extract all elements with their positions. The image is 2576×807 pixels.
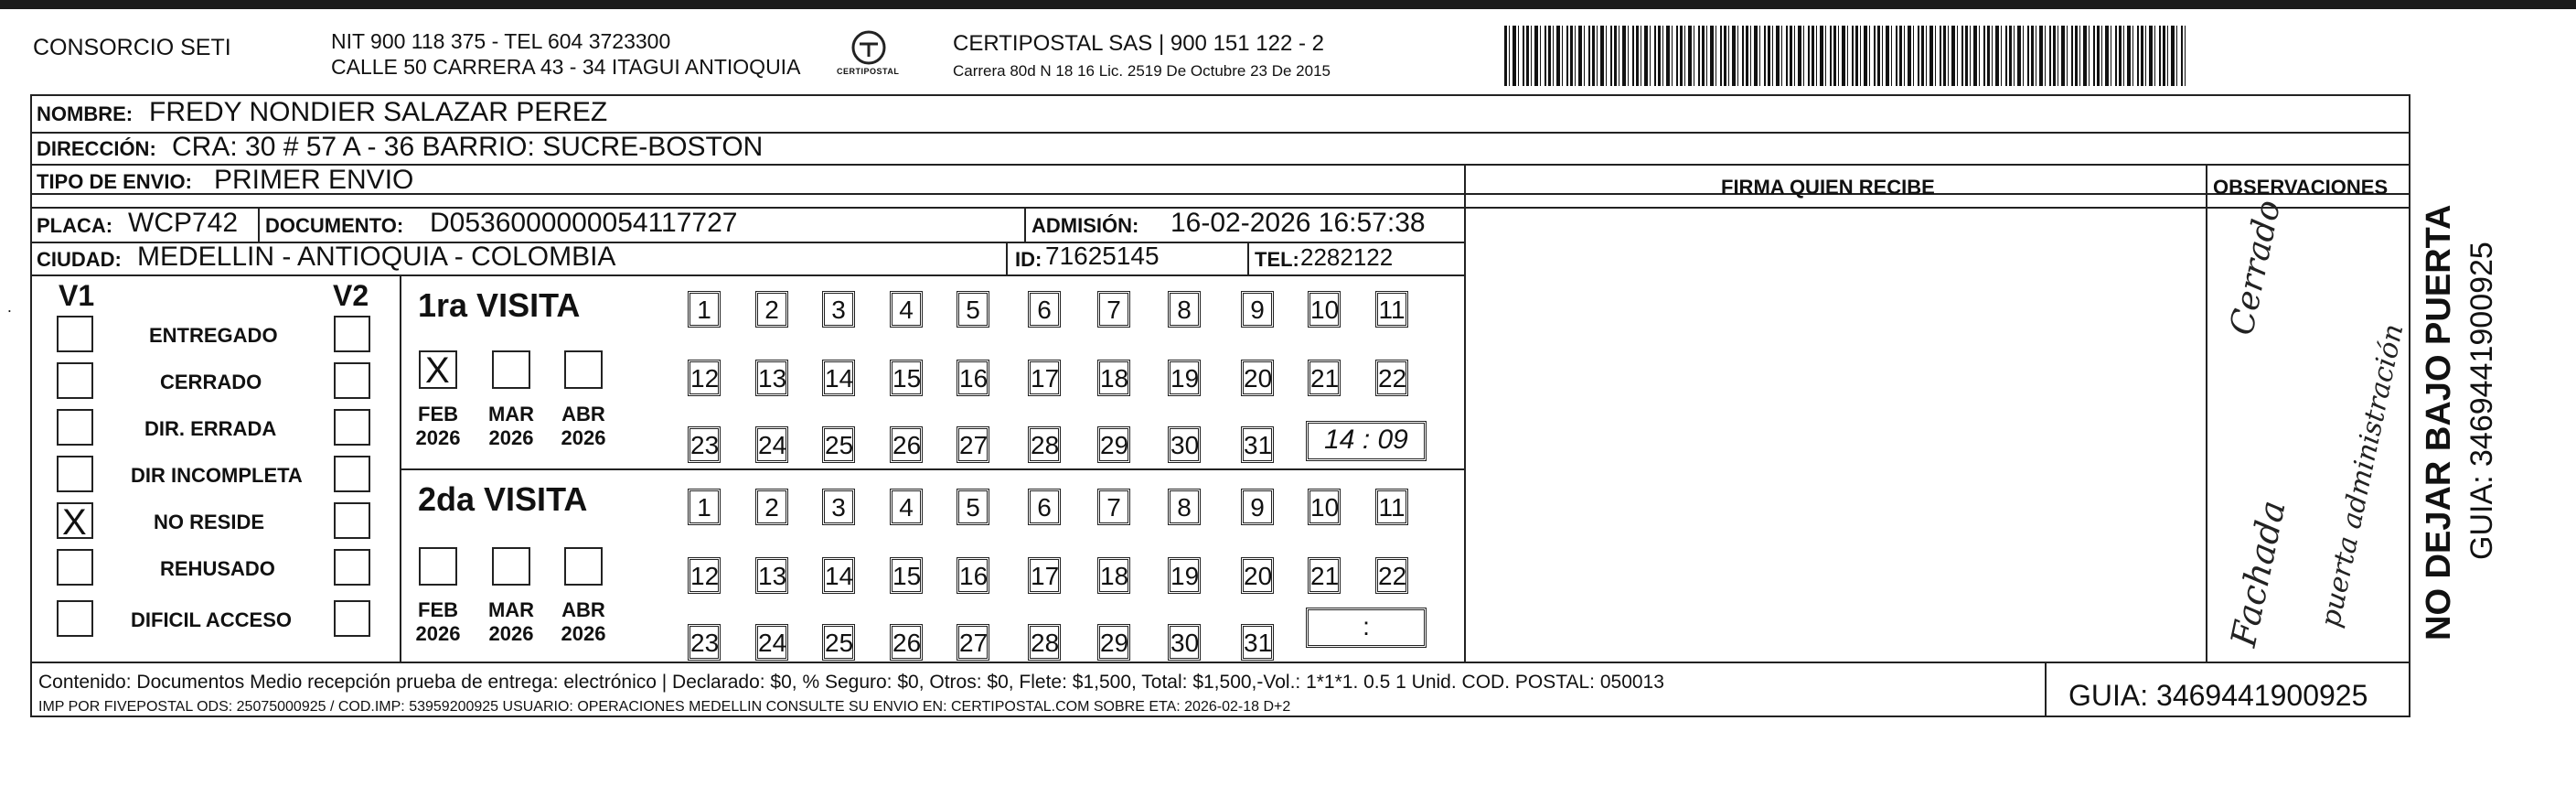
visit2-time: : [1363, 612, 1370, 640]
v1-checkbox-no-reside[interactable]: X [57, 502, 93, 539]
status-entregado: ENTREGADO [149, 324, 278, 347]
visit1-day-5[interactable]: 5 [957, 291, 989, 328]
status-dir-errada: DIR. ERRADA [144, 417, 277, 440]
visit1-day-21[interactable]: 21 [1308, 360, 1341, 396]
status-cerrado: CERRADO [160, 371, 262, 393]
visit1-day-6[interactable]: 6 [1028, 291, 1061, 328]
certipostal-license: Carrera 80d N 18 16 Lic. 2519 De Octubre 23 De 2015 [953, 62, 1331, 80]
visit1-day-31[interactable]: 31 [1241, 426, 1274, 463]
id-value: 71625145 [1045, 242, 1160, 270]
admision-label: ADMISIÓN: [1031, 214, 1139, 237]
logo-text: CERTIPOSTAL [837, 67, 900, 76]
visit1-day-19[interactable]: 19 [1168, 360, 1201, 396]
visit2-month-feb: FEB 2026 [415, 598, 461, 646]
visit1-month-abr: ABR 2026 [561, 403, 606, 450]
visit1-day-17[interactable]: 17 [1028, 360, 1061, 396]
visit2-day-16[interactable]: 16 [957, 557, 989, 594]
visit2-day-1[interactable]: 1 [688, 489, 721, 525]
visit1-day-28[interactable]: 28 [1028, 426, 1061, 463]
visit1-day-29[interactable]: 29 [1097, 426, 1130, 463]
observaciones-area[interactable] [2207, 194, 2409, 661]
admision-value: 16-02-2026 16:57:38 [1170, 208, 1426, 238]
address-line: CALLE 50 CARRERA 43 - 34 ITAGUI ANTIOQUIA [331, 55, 801, 79]
visit1-day-7[interactable]: 7 [1097, 291, 1130, 328]
direccion-label: DIRECCIÓN: [37, 137, 156, 160]
status-dir-incompleta: DIR INCOMPLETA [131, 464, 303, 487]
visit2-day-13[interactable]: 13 [755, 557, 788, 594]
footer-content-line: Contenido: Documentos Medio recepción prueba de entrega: electrónico | Declarado: $0, % Seguro: $0, Otros: $0, Flete: $1,500, Total: $1,500,-Vol.: 1*1*1. 0.5 1 Unid. COD. POSTAL: 050013 [38, 672, 1664, 693]
visit2-day-20[interactable]: 20 [1241, 557, 1274, 594]
visit2-day-8[interactable]: 8 [1168, 489, 1201, 525]
tipo-envio-value: PRIMER ENVIO [214, 165, 414, 195]
tel-value: 2282122 [1300, 243, 1394, 271]
visit1-month-feb: FEB 2026 [415, 403, 461, 450]
visit2-day-12[interactable]: 12 [688, 557, 721, 594]
placa-label: PLACA: [37, 214, 113, 237]
tipo-envio-label: TIPO DE ENVIO: [37, 170, 192, 193]
status-dificil-acceso: DIFICIL ACCESO [131, 608, 293, 631]
visit2-day-11[interactable]: 11 [1375, 489, 1408, 525]
visit1-time-box[interactable] [1306, 421, 1427, 461]
visit1-day-14[interactable]: 14 [822, 360, 855, 396]
nit-line: NIT 900 118 375 - TEL 604 3723300 [331, 29, 671, 53]
tel-label: TEL: [1255, 248, 1299, 271]
firma-area[interactable] [1467, 194, 2204, 661]
visit2-day-9[interactable]: 9 [1241, 489, 1274, 525]
v1-checkbox-entregado[interactable] [57, 316, 93, 352]
v1-label: V1 [59, 279, 95, 312]
visit1-day-25[interactable]: 25 [822, 426, 855, 463]
visit1-day-18[interactable]: 18 [1097, 360, 1130, 396]
v2-checkbox-dir-errada[interactable] [334, 409, 370, 446]
visit1-month-mar-checkbox[interactable] [492, 350, 530, 389]
visit2-day-29[interactable]: 29 [1097, 624, 1130, 661]
visit2-day-27[interactable]: 27 [957, 624, 989, 661]
status-no-reside: NO RESIDE [154, 511, 265, 533]
visit1-day-15[interactable]: 15 [890, 360, 923, 396]
visit2-day-10[interactable]: 10 [1308, 489, 1341, 525]
visit1-day-30[interactable]: 30 [1168, 426, 1201, 463]
v1-checkbox-dir-errada[interactable] [57, 409, 93, 446]
visit1-day-24[interactable]: 24 [755, 426, 788, 463]
visit1-time: 14 : 09 [1324, 425, 1408, 455]
visit2-title: 2da VISITA [418, 480, 588, 518]
visit2-day-17[interactable]: 17 [1028, 557, 1061, 594]
visit2-day-6[interactable]: 6 [1028, 489, 1061, 525]
visit2-month-feb-checkbox[interactable] [419, 547, 457, 586]
visit1-month-feb-checkbox[interactable]: X [419, 350, 457, 389]
visit1-day-11[interactable]: 11 [1375, 291, 1408, 328]
visit1-month-abr-checkbox[interactable] [564, 350, 603, 389]
v2-checkbox-cerrado[interactable] [334, 362, 370, 399]
v2-checkbox-rehusado[interactable] [334, 549, 370, 586]
footer-imp-line: IMP POR FIVEPOSTAL ODS: 25075000925 / COD.IMP: 53959200925 USUARIO: OPERACIONES MEDELLIN CONSULTE SU ENVIO EN: CERTIPOSTAL.COM SOBRE ETA: 2026-02-18 D+2 [38, 699, 1291, 715]
visit2-day-25[interactable]: 25 [822, 624, 855, 661]
footer-guia: GUIA: 3469441900925 [2068, 679, 2368, 712]
v2-label: V2 [333, 279, 369, 312]
nombre-value: FREDY NONDIER SALAZAR PEREZ [149, 97, 608, 127]
visit1-month-mar: MAR 2026 [487, 403, 535, 450]
visit1-day-23[interactable]: 23 [688, 426, 721, 463]
visit2-day-26[interactable]: 26 [890, 624, 923, 661]
v1-checkbox-rehusado[interactable] [57, 549, 93, 586]
visit2-day-2[interactable]: 2 [755, 489, 788, 525]
visit1-day-13[interactable]: 13 [755, 360, 788, 396]
obs-handwriting-2: Fachada [2223, 497, 2293, 651]
visit2-day-3[interactable]: 3 [822, 489, 855, 525]
top-border [0, 0, 2576, 9]
visit2-day-4[interactable]: 4 [890, 489, 923, 525]
v2-checkbox-entregado[interactable] [334, 316, 370, 352]
id-label: ID: [1015, 248, 1042, 271]
visit2-day-14[interactable]: 14 [822, 557, 855, 594]
company-name: CONSORCIO SETI [33, 35, 231, 60]
visit1-day-1[interactable]: 1 [688, 291, 721, 328]
visit2-day-22[interactable]: 22 [1375, 557, 1408, 594]
margin-mark: ∙ [7, 301, 13, 319]
visit1-day-26[interactable]: 26 [890, 426, 923, 463]
visit1-day-12[interactable]: 12 [688, 360, 721, 396]
v2-checkbox-no-reside[interactable] [334, 502, 370, 539]
side-warning: NO DEJAR BAJO PUERTA [2420, 204, 2458, 640]
visit1-day-20[interactable]: 20 [1241, 360, 1274, 396]
v2-checkbox-dificil-acceso[interactable] [334, 600, 370, 637]
visit1-day-9[interactable]: 9 [1241, 291, 1274, 328]
visit2-day-7[interactable]: 7 [1097, 489, 1130, 525]
barcode [1504, 26, 2186, 86]
visit1-day-16[interactable]: 16 [957, 360, 989, 396]
obs-handwriting-3: puerta administración [2314, 321, 2410, 630]
nombre-label: NOMBRE: [37, 102, 134, 125]
visit2-day-28[interactable]: 28 [1028, 624, 1061, 661]
visit1-day-27[interactable]: 27 [957, 426, 989, 463]
visit2-day-18[interactable]: 18 [1097, 557, 1130, 594]
status-rehusado: REHUSADO [160, 557, 275, 580]
visit2-month-abr: ABR 2026 [561, 598, 606, 646]
visit2-day-30[interactable]: 30 [1168, 624, 1201, 661]
visit1-day-2[interactable]: 2 [755, 291, 788, 328]
firma-header: FIRMA QUIEN RECIBE [1721, 176, 1935, 199]
visit2-day-31[interactable]: 31 [1241, 624, 1274, 661]
v1-checkbox-dificil-acceso[interactable] [57, 600, 93, 637]
direccion-value: CRA: 30 # 57 A - 36 BARRIO: SUCRE-BOSTON [172, 132, 764, 162]
side-guia: GUIA: 3469441900925 [2464, 242, 2499, 560]
visit1-day-8[interactable]: 8 [1168, 291, 1201, 328]
v2-checkbox-dir-incompleta[interactable] [334, 456, 370, 492]
observaciones-header: OBSERVACIONES [2213, 176, 2389, 199]
visit2-month-abr-checkbox[interactable] [564, 547, 603, 586]
visit2-day-15[interactable]: 15 [890, 557, 923, 594]
v1-checkbox-cerrado[interactable] [57, 362, 93, 399]
certipostal-title: CERTIPOSTAL SAS | 900 151 122 - 2 [953, 31, 1324, 56]
visit2-day-23[interactable]: 23 [688, 624, 721, 661]
visit1-title: 1ra VISITA [418, 286, 581, 324]
visit1-day-3[interactable]: 3 [822, 291, 855, 328]
visit1-day-22[interactable]: 22 [1375, 360, 1408, 396]
visit2-day-5[interactable]: 5 [957, 489, 989, 525]
placa-value: WCP742 [128, 208, 239, 238]
ciudad-value: MEDELLIN - ANTIOQUIA - COLOMBIA [137, 242, 616, 272]
visit2-time-box[interactable] [1306, 608, 1427, 648]
visit1-day-4[interactable]: 4 [890, 291, 923, 328]
v1-checkbox-dir-incompleta[interactable] [57, 456, 93, 492]
visit2-month-mar: MAR 2026 [487, 598, 535, 646]
visit2-day-21[interactable]: 21 [1308, 557, 1341, 594]
documento-value: D0536000000054117727 [430, 208, 738, 238]
obs-handwriting-1: Cerrado [2223, 197, 2289, 339]
visit1-day-10[interactable]: 10 [1308, 291, 1341, 328]
visit2-day-24[interactable]: 24 [755, 624, 788, 661]
visit2-day-19[interactable]: 19 [1168, 557, 1201, 594]
visit2-month-mar-checkbox[interactable] [492, 547, 530, 586]
documento-label: DOCUMENTO: [265, 214, 404, 237]
certipostal-logo [837, 27, 901, 82]
ciudad-label: CIUDAD: [37, 248, 122, 271]
